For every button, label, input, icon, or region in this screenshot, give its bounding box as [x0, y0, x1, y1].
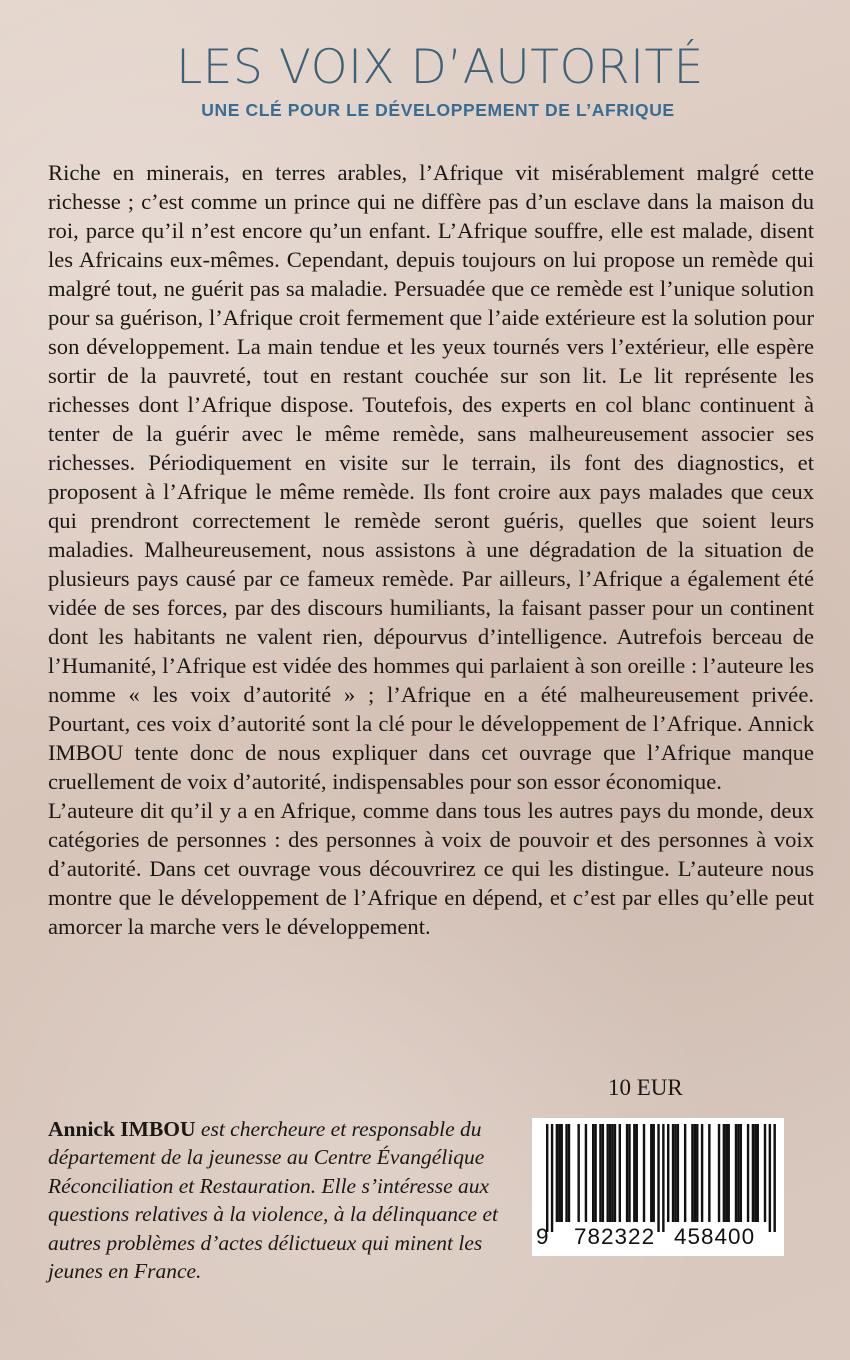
- isbn-left-digits: 782322: [574, 1224, 656, 1249]
- barcode-bar: [662, 1124, 664, 1232]
- barcode-bar: [568, 1124, 570, 1222]
- barcode-bar: [556, 1124, 558, 1222]
- barcode-bar: [633, 1124, 635, 1222]
- barcode-bar: [585, 1124, 587, 1222]
- barcode-bar: [643, 1124, 645, 1222]
- barcode-bar: [672, 1124, 674, 1222]
- barcode-bar: [773, 1124, 775, 1232]
- barcode-bar: [628, 1124, 630, 1222]
- author-bio: [48, 1115, 510, 1285]
- synopsis: [48, 158, 814, 941]
- author-bio-text: est chercheure et responsable du département de la jeunesse au Centre Évangélique Réconciliation et Restauration. Elle s’intéresse aux questions relatives à la violence, à la délinquance et autres problèmes d’actes délictueux qui minent les jeunes en France.: [48, 1117, 498, 1284]
- barcode-bar: [752, 1124, 754, 1222]
- book-title: LES VOIX D’AUTORITÉ: [176, 40, 704, 95]
- barcode-bar: [599, 1124, 601, 1222]
- barcode-bar: [609, 1124, 611, 1222]
- barcode-bar: [667, 1124, 669, 1222]
- barcode-bar: [551, 1124, 553, 1232]
- barcode-bar: [740, 1124, 742, 1222]
- barcode-bar: [607, 1124, 609, 1222]
- isbn-lead-digit: 9: [536, 1224, 549, 1249]
- barcode-bar: [558, 1124, 560, 1222]
- barcode-bar: [737, 1124, 739, 1222]
- barcode-bar: [636, 1124, 638, 1222]
- barcode-bar: [769, 1124, 771, 1232]
- barcode-bar: [728, 1124, 730, 1222]
- barcode-bar: [754, 1124, 756, 1222]
- barcode-bar: [657, 1124, 659, 1232]
- isbn-barcode: [532, 1118, 784, 1256]
- author-name: Annick IMBOU: [48, 1117, 196, 1141]
- barcode-bar: [684, 1124, 686, 1222]
- barcode-bar: [723, 1124, 725, 1222]
- barcode-bar: [718, 1124, 720, 1222]
- barcode-bar: [677, 1124, 679, 1222]
- barcode-bar: [602, 1124, 604, 1222]
- barcode-bar: [691, 1124, 693, 1222]
- synopsis-paragraph: L’auteure dit qu’il y a en Afrique, comme dans tous les autres pays du monde, deux catégories de personnes : des personnes à voix de pouvoir et des personnes à voix d’autorité. Dans cet ouvrage vous découvrirez ce qui les distingue. L’auteure nous montre que le développement de l’Afrique en dépend, et c’est par elles qu’elle peut amorcer la marche vers le développement.: [48, 798, 814, 939]
- barcode-bar: [701, 1124, 703, 1222]
- book-subtitle: UNE CLÉ POUR LE DÉVELOPPEMENT DE L’AFRIQUE: [201, 100, 675, 120]
- isbn-right-digits: 458400: [674, 1224, 756, 1249]
- price-label: 10 EUR: [608, 1075, 683, 1100]
- barcode-bar: [577, 1124, 579, 1222]
- barcode-bar: [592, 1124, 594, 1222]
- barcode-bar: [619, 1124, 621, 1222]
- barcode-bar: [614, 1124, 616, 1222]
- barcode-bar: [650, 1124, 652, 1222]
- barcode-bar: [674, 1124, 676, 1222]
- barcode-bar: [611, 1124, 613, 1222]
- barcode-bar: [764, 1124, 766, 1222]
- barcode-bar: [694, 1124, 696, 1222]
- barcode-bar: [696, 1124, 698, 1222]
- barcode-bar: [708, 1124, 710, 1222]
- barcode-bar: [652, 1124, 654, 1222]
- barcode-bar: [565, 1124, 567, 1222]
- barcode-bar: [725, 1124, 727, 1222]
- barcode-bar: [757, 1124, 759, 1222]
- isbn-number: [532, 1222, 784, 1252]
- barcode-bar: [747, 1124, 749, 1222]
- synopsis-paragraph: Riche en minerais, en terres arables, l’Afrique vit misérablement malgré cette richesse ; c’est comme un prince qui ne diffère pas d’un esclave dans la maison du roi, parce qu’il n’est encore qu’un enfant. L’Afrique souffre, elle est malade, disent les Africains eux-mêmes. Cependant, depuis toujours on lui propose un remède qui malgré tout, ne guérit pas sa maladie. Persuadée que ce remède est l’unique solution pour sa guérison, l’Afrique croit fermement que l’aide extérieure est la solution pour son développement. La main tendue et les yeux tournés vers l’extérieur, elle espère sortir de la pauvreté, tout en restant couchée sur son lit. Le lit représente les richesses dont l’Afrique dispose. Toutefois, des experts en col blanc continuent à tenter de la guérir avec le même remède, sans malheureusement associer ses richesses. Périodiquement en visite sur le terrain, ils font des diagnostics, et proposent à l’Afrique le même remède. Ils font croire aux pays malades que ceux qui prendront correctement le remède seront guéris, quelles que soient leurs maladies. Malheureusement, nous assistons à une dégradation de la situation de plusieurs pays causé par ce fameux remède. Par ailleurs, l’Afrique a également été vidée de ses forces, par des discours humiliants, la faisant passer pour un continent dont les habitants ne valent rien, dépourvus d’intelligence. Autrefois berceau de l’Humanité, l’Afrique est vidée des hommes qui parlaient à son oreille : l’auteure les nomme « les voix d’autorité » ; l’Afrique en a été malheureusement privée. Pourtant, ces voix d’autorité sont la clé pour le développement de l’Afrique. Annick IMBOU tente donc de nous expliquer dans cet ouvrage que l’Afrique manque cruellement de voix d’autorité, indispensables pour son essor économique.: [48, 160, 814, 794]
- barcode-bar: [561, 1124, 563, 1222]
- barcode-bar: [594, 1124, 596, 1222]
- barcode-bar: [546, 1124, 548, 1232]
- barcode-bar: [626, 1124, 628, 1222]
- barcode-bar: [735, 1124, 737, 1222]
